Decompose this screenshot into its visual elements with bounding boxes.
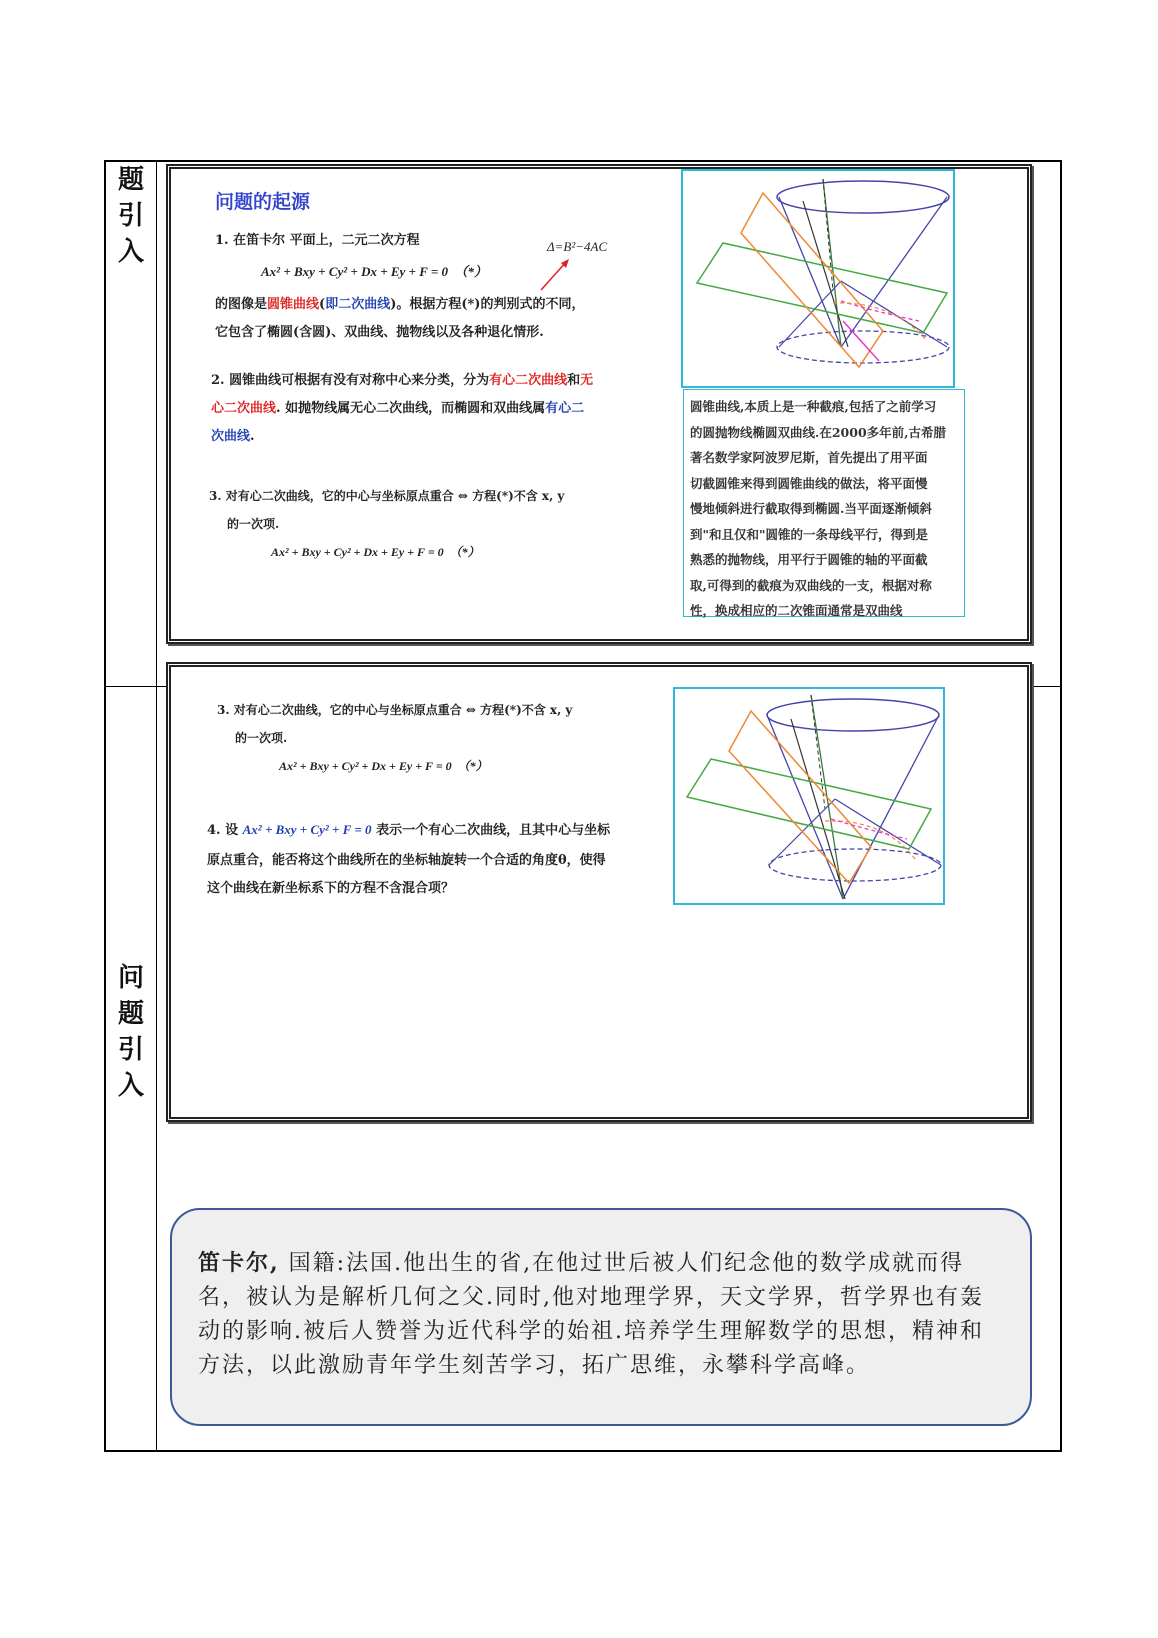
- paragraph-1-line1: 1. 在笛卡尔 平面上，二元二次方程: [215, 233, 420, 248]
- paragraph-4-line3: 这个曲线在新坐标系下的方程不含混合项？: [207, 881, 455, 896]
- paragraph-4-line2: 原点重合，能否将这个曲线所在的坐标轴旋转一个合适的角度θ，使得: [207, 853, 606, 868]
- note-line: 到"和且仅和"圆锥的一条母线平行，得到是: [690, 526, 929, 542]
- slide-centered-conic: [166, 662, 1032, 1122]
- arrow-icon: [539, 257, 575, 293]
- cone-diagram-icon: [675, 689, 943, 903]
- text: 的图像是: [215, 297, 268, 312]
- highlight-blue: 即二次曲线: [325, 297, 391, 312]
- text: .: [250, 429, 255, 444]
- note-line: 取,可得到的截痕为双曲线的一支，根据对称: [690, 577, 932, 593]
- row1-label-char: 题: [117, 165, 144, 195]
- highlight-blue: 有心二: [545, 401, 585, 416]
- highlight-red: 无: [580, 373, 594, 388]
- paragraph-2-line1: [211, 369, 593, 388]
- conic-equation-2: Ax² + Bxy + Cy² + Dx + Ey + F = 0 （*）: [271, 545, 480, 559]
- lesson-table: [104, 160, 1062, 1452]
- paragraph-2-line3: [211, 425, 255, 444]
- text: 4. 设: [207, 823, 243, 838]
- row2-label-char: 问: [117, 963, 144, 993]
- conic-equation-3: Ax² + Bxy + Cy² + Dx + Ey + F = 0 （*）: [279, 759, 488, 773]
- discriminant: Δ=B²−4AC: [547, 239, 608, 254]
- conic-equation: Ax² + Bxy + Cy² + Dx + Ey + F = 0 （*）: [261, 264, 488, 279]
- highlight-blue: 次曲线: [211, 429, 251, 444]
- descartes-bio-callout: [170, 1208, 1032, 1426]
- highlight-red: 心二次曲线: [211, 401, 277, 416]
- note-line: 性，换成相应的二次锥面通常是双曲线: [690, 603, 903, 618]
- text: )。根据方程(*)的判别式的不同，: [390, 297, 585, 312]
- text: 和: [567, 373, 581, 388]
- row2-label-char: 题: [117, 999, 144, 1029]
- note-line: 的圆抛物线椭圆双曲线.在2000多年前,古希腊: [690, 424, 946, 440]
- column-divider: [156, 162, 157, 1450]
- slide-origin-of-problem: [166, 164, 1032, 644]
- row2-label-char: 引: [117, 1035, 144, 1065]
- text: (: [319, 297, 326, 312]
- row1-label-char: 引: [117, 201, 144, 231]
- cone-section-diagram-2: [673, 687, 945, 905]
- cone-section-diagram: [681, 169, 955, 388]
- paragraph-2-line2: [211, 397, 584, 416]
- note-line: 慢地倾斜进行截取得到椭圆.当平面逐渐倾斜: [690, 501, 932, 516]
- highlight-red: 有心二次曲线: [489, 373, 568, 388]
- paragraph-3-line1: 3. 对有心二次曲线，它的中心与坐标原点重合 ⇔ 方程(*)不含 x, y: [209, 489, 565, 503]
- text: 表示一个有心二次曲线，且其中心与坐标: [371, 823, 611, 838]
- highlight-red: 圆锥曲线: [267, 297, 320, 312]
- note-line: 熟悉的抛物线，用平行于圆锥的轴的平面截: [690, 552, 928, 567]
- note-line: 著名数学家阿波罗尼斯，首先提出了用平面: [690, 450, 928, 465]
- row1-label: [106, 162, 156, 270]
- highlight-equation: Ax² + Bxy + Cy² + F = 0: [242, 822, 372, 837]
- paragraph-3-line2: 的一次项.: [235, 731, 288, 745]
- paragraph-1-line4: 它包含了椭圆(含圆)、双曲线、抛物线以及各种退化情形.: [215, 325, 544, 340]
- paragraph-3-line2: 的一次项.: [227, 517, 280, 531]
- text: . 如抛物线属无心二次曲线，而椭圆和双曲线属: [276, 401, 546, 416]
- paragraph-4-line1: [207, 819, 610, 838]
- text: 2. 圆锥曲线可根据有没有对称中心来分类，分为: [211, 373, 490, 388]
- bio-text: 国籍:法国.他出生的省,在他过世后被人们纪念他的数学成就而得名，被认为是解析几何之父.同时,他对地理学界，天文学界，哲学界也有轰动的影响.被后人赞誉为近代科学的始祖.培养学生理解数学的思想，精神和方法，以此激励青年学生刻苦学习，拓广思维，永攀科学高峰。: [198, 1251, 984, 1378]
- bio-name: 笛卡尔,: [198, 1250, 280, 1276]
- row2-label-char: 入: [117, 1071, 144, 1101]
- row2-label: [106, 960, 156, 1104]
- slide-title: 问题的起源: [215, 191, 311, 213]
- paragraph-3-line1: 3. 对有心二次曲线，它的中心与坐标原点重合 ⇔ 方程(*)不含 x, y: [217, 703, 573, 717]
- paragraph-1-line3: [215, 293, 584, 312]
- row1-label-char: 入: [117, 237, 144, 267]
- conic-history-note: [683, 389, 965, 617]
- note-line: 切截圆锥来得到圆锥曲线的做法，将平面慢: [690, 475, 928, 491]
- note-line: 圆锥曲线,本质上是一种截痕,包括了之前学习: [690, 399, 937, 414]
- cone-diagram-icon: [683, 171, 953, 386]
